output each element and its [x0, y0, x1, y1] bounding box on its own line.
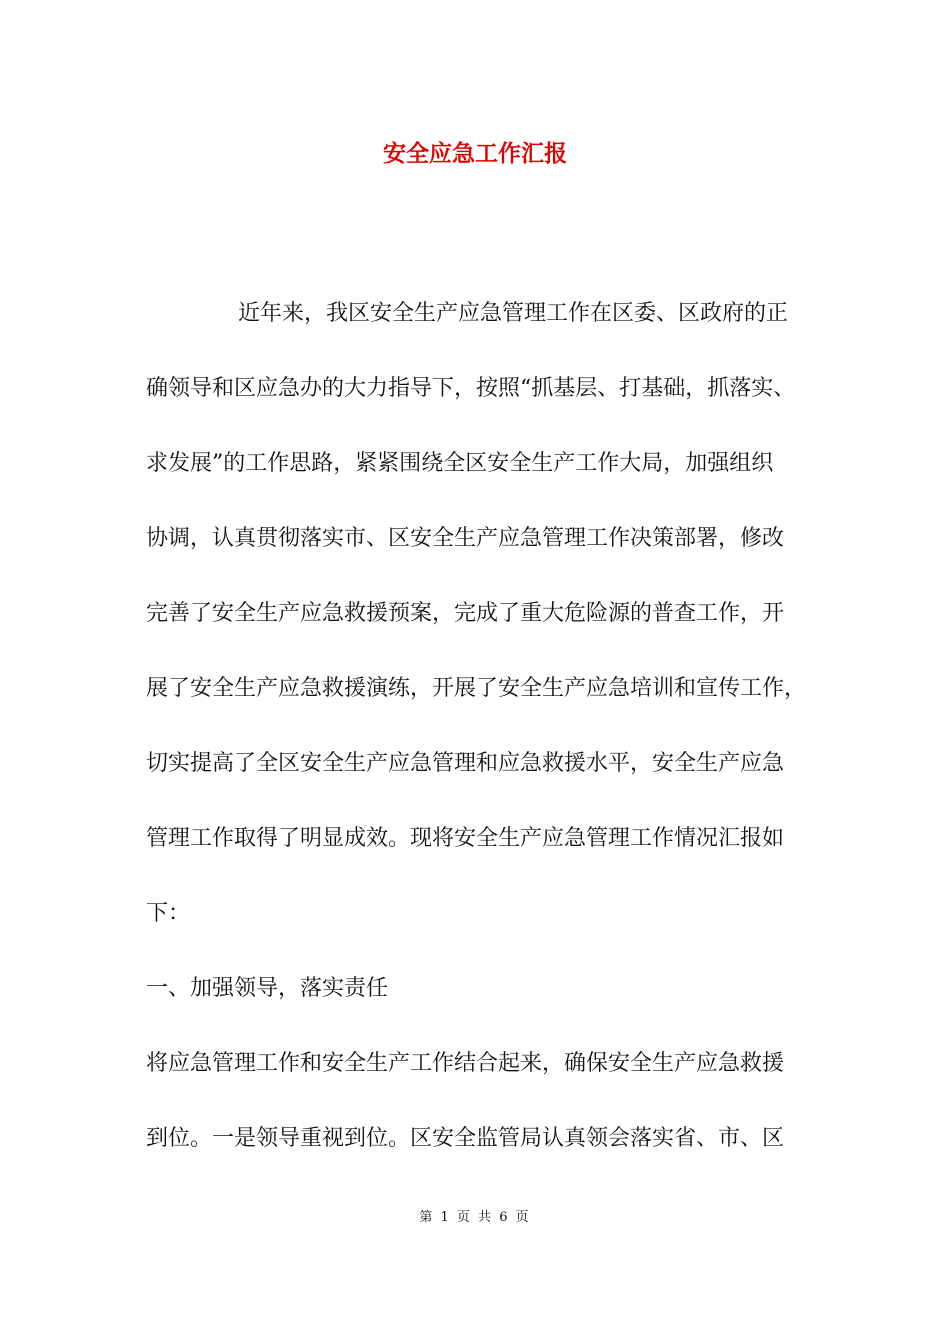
paragraph-line: 下：: [146, 901, 191, 926]
paragraph-line: 完善了安全生产应急救援预案，完成了重大危险源的普查工作，开: [146, 601, 785, 626]
document-title: 安全应急工作汇报: [383, 140, 567, 167]
page-number: 第 1 页 共 6 页: [419, 1210, 531, 1225]
section-heading: 一、加强领导，落实责任: [146, 976, 389, 1001]
paragraph-line: 协调，认真贯彻落实市、区安全生产应急管理工作决策部署，修改: [146, 526, 785, 551]
paragraph-line: 到位。一是领导重视到位。区安全监管局认真领会落实省、市、区: [146, 1126, 785, 1151]
paragraph-line: 切实提高了全区安全生产应急管理和应急救援水平，安全生产应急: [146, 751, 785, 776]
paragraph-line: 管理工作取得了明显成效。现将安全生产应急管理工作情况汇报如: [146, 826, 785, 851]
document-body: [146, 276, 811, 1176]
paragraph-line: 将应急管理工作和安全生产工作结合起来，确保安全生产应急救援: [146, 1051, 785, 1076]
paragraph-line: 确领导和区应急办的大力指导下，按照“抓基层、打基础，抓落实、: [146, 376, 796, 401]
paragraph-line: 求发展”的工作思路，紧紧围绕全区安全生产工作大局，加强组织: [146, 451, 774, 476]
paragraph-line: 近年来，我区安全生产应急管理工作在区委、区政府的正: [238, 301, 789, 326]
paragraph-line: 展了安全生产应急救援演练，开展了安全生产应急培训和宣传工作，: [146, 676, 807, 701]
